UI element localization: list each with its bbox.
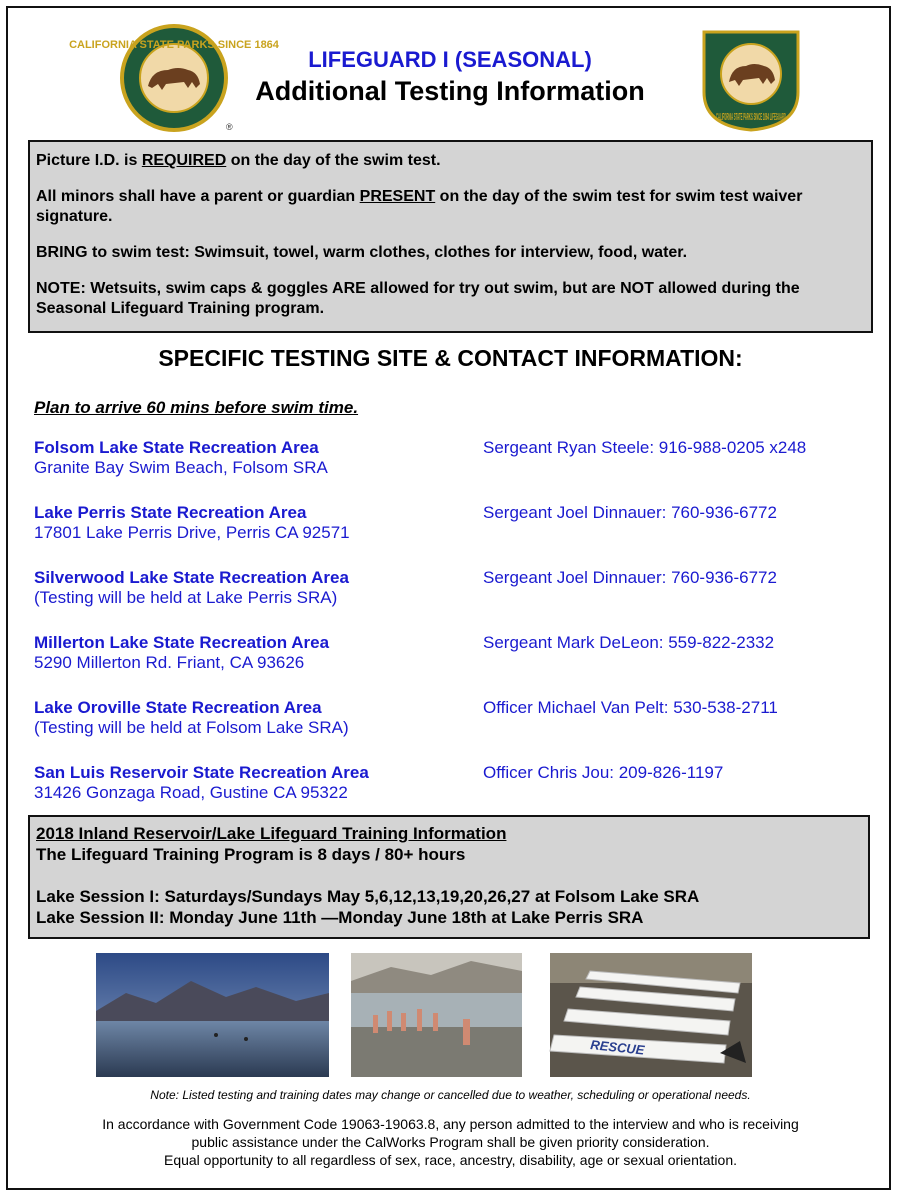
site-name: Lake Oroville State Recreation Area bbox=[34, 698, 322, 717]
training-info-box bbox=[28, 815, 870, 939]
site-name: San Luis Reservoir State Recreation Area bbox=[34, 763, 369, 782]
rescue-boards-photo bbox=[550, 953, 752, 1077]
arrival-note: Plan to arrive 60 mins before swim time. bbox=[34, 398, 359, 417]
site-address: 17801 Lake Perris Drive, Perris CA 92571 bbox=[34, 523, 350, 542]
site-address: (Testing will be held at Lake Perris SRA) bbox=[34, 588, 338, 607]
schedule-disclaimer: Note: Listed testing and training dates may change or cancelled due to weather, scheduling or operational needs. bbox=[150, 1088, 751, 1102]
bring-list: BRING to swim test: Swimsuit, towel, warm clothes, clothes for interview, food, water. bbox=[36, 244, 688, 261]
site-contact: Sergeant Joel Dinnauer: 760-936-6772 bbox=[483, 503, 777, 522]
site-name: Millerton Lake State Recreation Area bbox=[34, 633, 330, 652]
training-session-1: Lake Session I: Saturdays/Sundays May 5,6,12,13,19,20,26,27 at Folsom Lake SRA bbox=[36, 887, 700, 906]
site-address: 5290 Millerton Rd. Friant, CA 93626 bbox=[34, 653, 305, 672]
site-name: Lake Perris State Recreation Area bbox=[34, 503, 307, 522]
site-contact: Officer Chris Jou: 209-826-1197 bbox=[483, 763, 724, 782]
site-contact: Sergeant Mark DeLeon: 559-822-2332 bbox=[483, 633, 775, 652]
site-item bbox=[34, 568, 864, 608]
requirements-box bbox=[28, 140, 873, 333]
site-contact: Sergeant Joel Dinnauer: 760-936-6772 bbox=[483, 568, 777, 587]
equipment-note: NOTE: Wetsuits, swim caps & goggles ARE allowed for try out swim, but are NOT allowed during the Seasonal Lifeguard Training program. bbox=[36, 280, 800, 317]
footer-line-1: In accordance with Government Code 19063-19063.8, any person admitted to the interview and who is receiving bbox=[102, 1116, 799, 1132]
site-contact: Sergeant Ryan Steele: 916-988-0205 x248 bbox=[483, 438, 807, 457]
sites-heading: SPECIFIC TESTING SITE & CONTACT INFORMATION: bbox=[158, 345, 743, 371]
swimmers-running-photo bbox=[351, 953, 522, 1077]
title-line-2: Additional Testing Information bbox=[255, 76, 645, 106]
site-item bbox=[34, 763, 864, 803]
registered-mark: ® bbox=[226, 122, 233, 132]
site-address: Granite Bay Swim Beach, Folsom SRA bbox=[34, 458, 328, 477]
title-line-1: LIFEGUARD I (SEASONAL) bbox=[308, 47, 592, 72]
training-heading: 2018 Inland Reservoir/Lake Lifeguard Training Information bbox=[36, 824, 507, 843]
footer-line-2: public assistance under the CalWorks Program shall be given priority consideration. bbox=[191, 1134, 710, 1150]
logo-right-text: CALIFORNIA STATE PARKS SINCE 1864 LIFEGUARD bbox=[716, 112, 786, 123]
minors-requirement: All minors shall have a parent or guardian PRESENT on the day of the swim test for swim test waiver signature. bbox=[36, 188, 803, 225]
rescue-board-label: RESCUE bbox=[589, 1037, 646, 1058]
logo-left-text: CALIFORNIA STATE PARKS SINCE 1864 bbox=[69, 39, 279, 51]
site-item bbox=[34, 438, 864, 478]
site-item bbox=[34, 633, 864, 673]
site-address: 31426 Gonzaga Road, Gustine CA 95322 bbox=[34, 783, 348, 802]
id-requirement: Picture I.D. is REQUIRED on the day of the swim test. bbox=[36, 152, 441, 169]
site-item bbox=[34, 698, 864, 738]
site-name: Folsom Lake State Recreation Area bbox=[34, 438, 319, 457]
lake-landscape-photo bbox=[96, 953, 329, 1077]
legal-footer bbox=[40, 1115, 861, 1169]
site-name: Silverwood Lake State Recreation Area bbox=[34, 568, 349, 587]
footer-line-3: Equal opportunity to all regardless of sex, race, ancestry, disability, age or sexual orientation. bbox=[163, 1152, 737, 1168]
site-contact: Officer Michael Van Pelt: 530-538-2711 bbox=[483, 698, 778, 717]
training-program: The Lifeguard Training Program is 8 days / 80+ hours bbox=[36, 845, 466, 864]
state-parks-lifeguard-logo-right bbox=[696, 22, 806, 134]
site-item bbox=[34, 503, 864, 543]
training-session-2: Lake Session II: Monday June 11th —Monday June 18th at Lake Perris SRA bbox=[36, 908, 644, 927]
site-address: (Testing will be held at Folsom Lake SRA) bbox=[34, 718, 349, 737]
